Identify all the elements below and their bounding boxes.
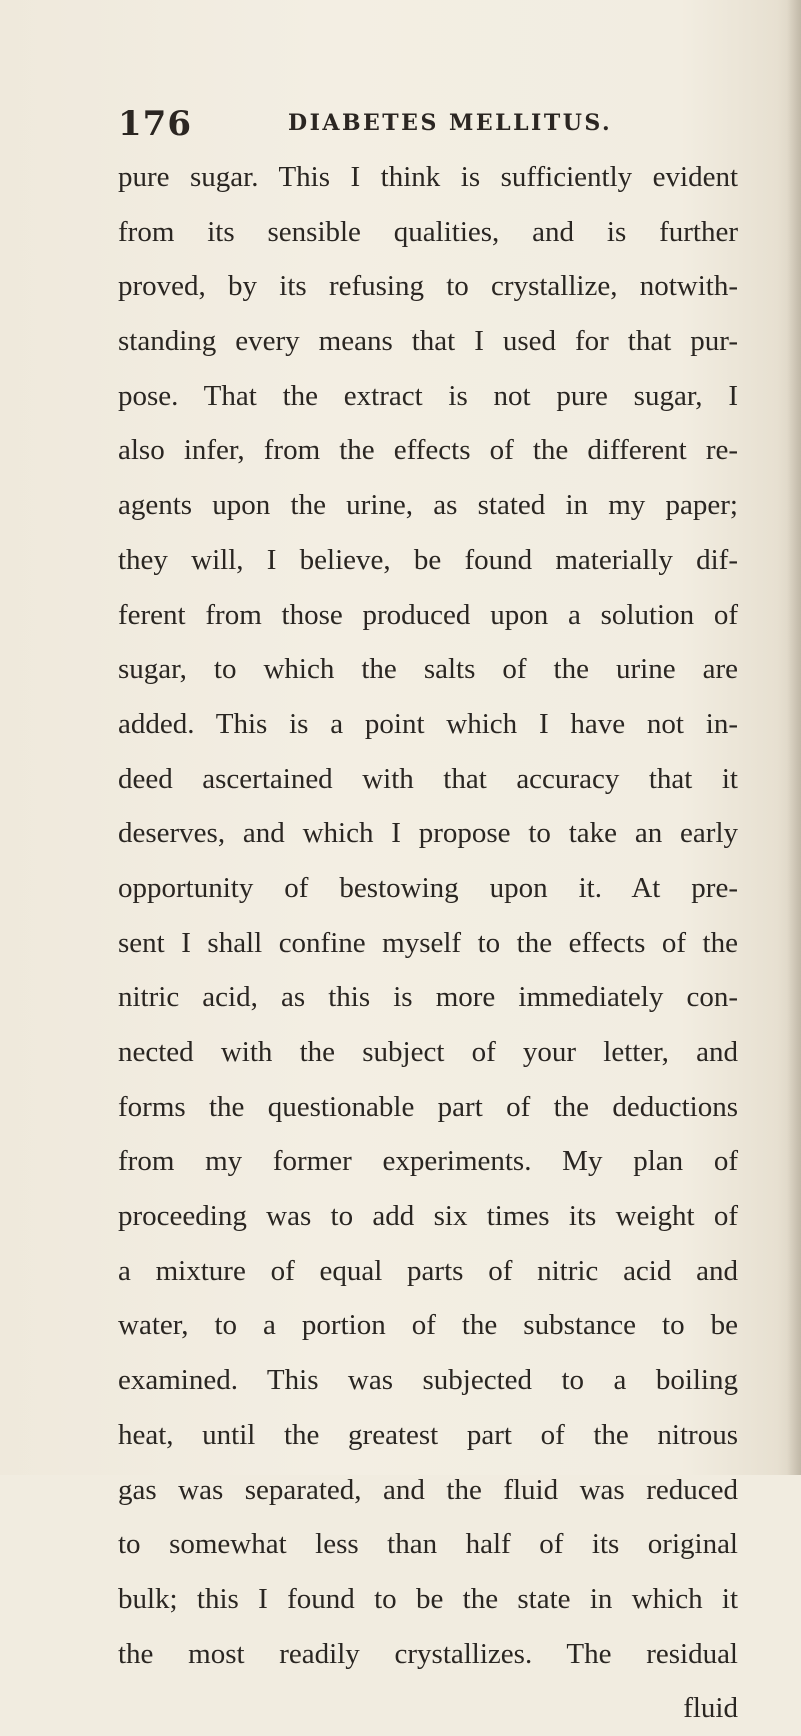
text-line: proceeding was to add six times its weight of <box>118 1200 738 1233</box>
text-line: agents upon the urine, as stated in my paper; <box>118 489 738 522</box>
text-line: heat, until the greatest part of the nitrous <box>118 1418 738 1451</box>
running-head <box>118 104 678 144</box>
text-line: from my former experiments. My plan of <box>118 1145 738 1178</box>
text-line: examined. This was subjected to a boiling <box>118 1364 738 1397</box>
running-title: DIABETES MELLITUS. <box>288 110 613 136</box>
text-line: deed ascertained with that accuracy that it <box>118 762 738 795</box>
text-line: pure sugar. This I think is sufficiently evident <box>118 161 738 193</box>
text-line: opportunity of bestowing upon it. At pre- <box>118 871 738 904</box>
text-line: ferent from those produced upon a solution of <box>118 598 738 631</box>
text-line: bulk; this I found to be the state in which it <box>118 1582 738 1615</box>
body-text <box>118 150 738 1736</box>
text-line: pose. That the extract is not pure sugar, I <box>118 379 738 412</box>
text-line: also infer, from the effects of the different re- <box>118 434 738 467</box>
text-line: the most readily crystallizes. The residual <box>118 1637 738 1670</box>
page-edge-shadow <box>787 0 801 1475</box>
text-line: deserves, and which I propose to take an early <box>118 817 738 850</box>
text-line: proved, by its refusing to crystallize, notwith- <box>118 270 738 303</box>
page-number: 176 <box>118 104 192 144</box>
text-line: a mixture of equal parts of nitric acid and <box>118 1254 738 1287</box>
text-line: from its sensible qualities, and is further <box>118 215 738 248</box>
text-line: nected with the subject of your letter, and <box>118 1036 738 1068</box>
text-line: forms the questionable part of the deductions <box>118 1090 738 1123</box>
text-line: standing every means that I used for that pur- <box>118 325 738 358</box>
text-line: to somewhat less than half of its original <box>118 1528 738 1561</box>
text-line: they will, I believe, be found materially dif- <box>118 543 738 576</box>
text-line: gas was separated, and the fluid was reduced <box>118 1473 738 1506</box>
text-line: sugar, to which the salts of the urine are <box>118 653 738 686</box>
text-line: nitric acid, as this is more immediately con- <box>118 981 738 1014</box>
text-line: water, to a portion of the substance to be <box>118 1309 738 1342</box>
text-line: added. This is a point which I have not in- <box>118 707 738 740</box>
text-line: sent I shall confine myself to the effects of the <box>118 926 738 959</box>
catchword: fluid <box>683 1692 738 1725</box>
